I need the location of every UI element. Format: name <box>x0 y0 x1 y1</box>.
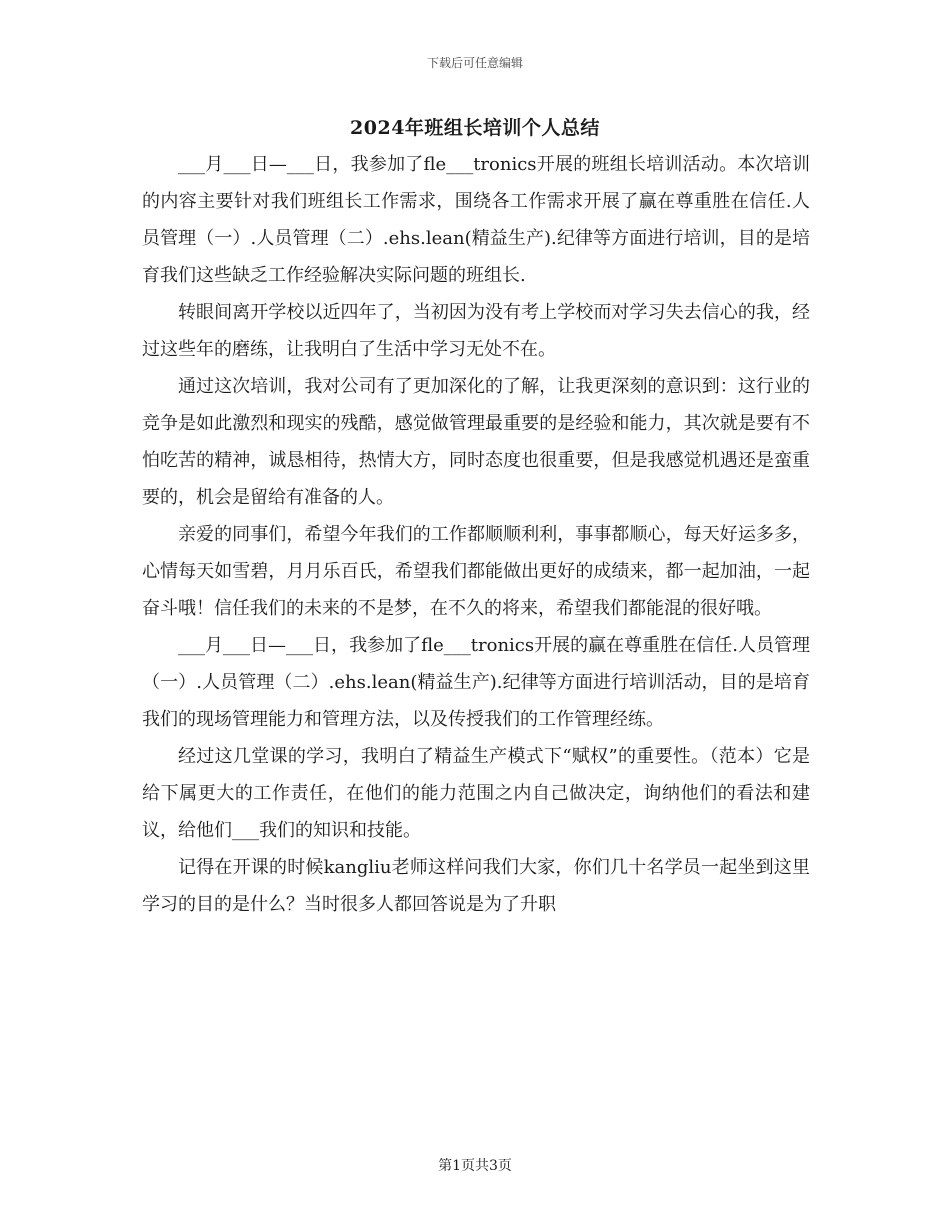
paragraph: 记得在开课的时候kangliu老师这样问我们大家，你们几十名学员一起坐到这里学习的目的是什么？当时很多人都回答说是为了升职 <box>142 857 810 915</box>
header-note: 下载后可任意编辑 <box>426 56 523 70</box>
paragraph: ___月___日—___日，我参加了fle___tronics开展的赢在尊重胜在信任.人员管理（一）.人员管理（二）.ehs.lean(精益生产).纪律等方面进行培训活动，目的是培育我们的现场管理能力和管理方法，以及传授我们的工作管理经练。 <box>142 635 810 730</box>
paragraph: 亲爱的同事们，希望今年我们的工作都顺顺利利，事事都顺心，每天好运多多，心情每天如雪碧，月月乐百氏，希望我们都能做出更好的成绩来，都一起加油，一起奋斗哦！信任我们的未来的不是梦，在不久的将来，希望我们都能混的很好哦。 <box>142 524 810 619</box>
paragraph: 通过这次培训，我对公司有了更加深化的了解，让我更深刻的意识到：这行业的竞争是如此激烈和现实的残酷，感觉做管理最重要的是经验和能力，其次就是要有不怕吃苦的精神，诚恳相待，热情大方，同时态度也很重要，但是我感觉机遇还是蛮重要的，机会是留给有准备的人。 <box>142 376 810 508</box>
page-footer: 第1页共3页 <box>438 1158 512 1174</box>
paragraph: 经过这几堂课的学习，我明白了精益生产模式下“赋权”的重要性。（范本）它是给下属更大的工作责任，在他们的能力范围之内自己做决定，询纳他们的看法和建议，给他们___我们的知识和技能。 <box>142 746 810 841</box>
paragraph: ___月___日—___日，我参加了fle___tronics开展的班组长培训活动。本次培训的内容主要针对我们班组长工作需求，围绕各工作需求开展了赢在尊重胜在信任.人员管理（一）.人员管理（二）.ehs.lean(精益生产).纪律等方面进行培训，目的是培育我们这些缺乏工作经验解决实际问题的班组长. <box>142 154 810 286</box>
document-body <box>142 146 810 923</box>
document-title: 2024年班组长培训个人总结 <box>350 117 600 139</box>
paragraph: 转眼间离开学校以近四年了，当初因为没有考上学校而对学习失去信心的我，经过这些年的磨练，让我明白了生活中学习无处不在。 <box>142 302 810 360</box>
